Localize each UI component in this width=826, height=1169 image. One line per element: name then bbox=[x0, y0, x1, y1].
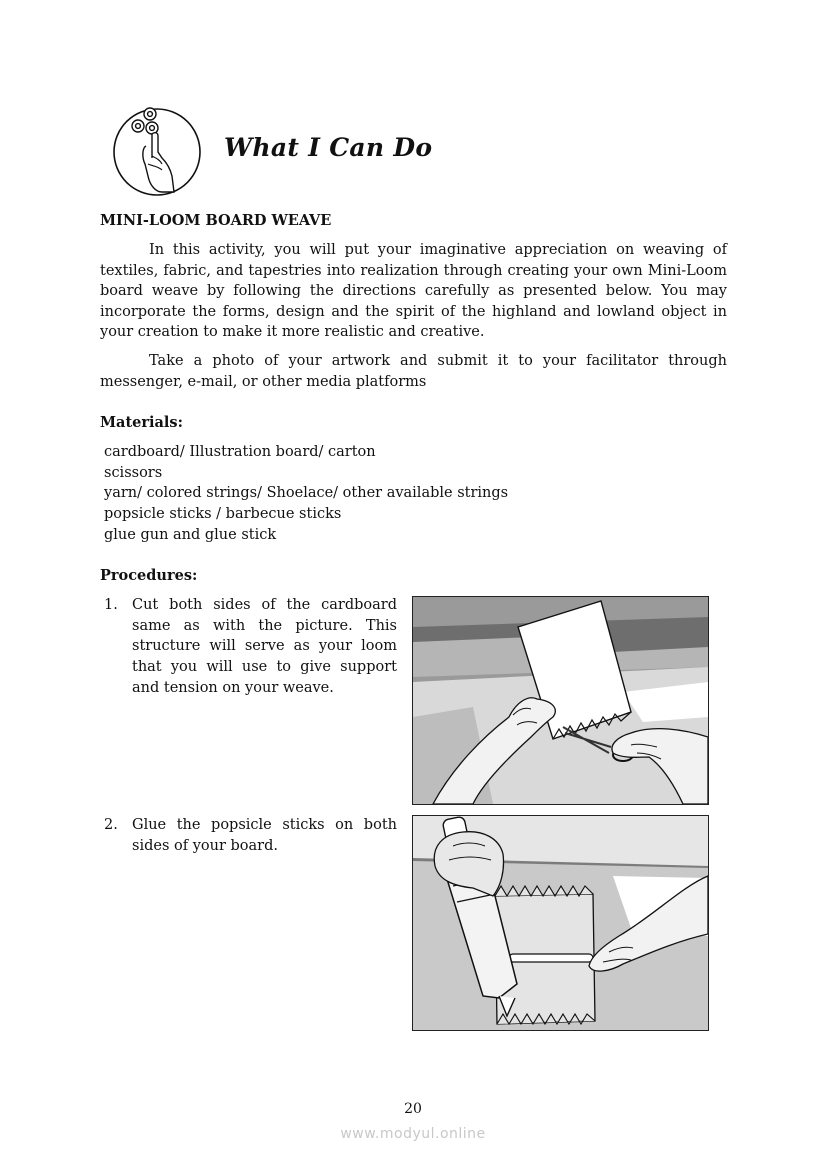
glue-gun-on-board-illustration bbox=[412, 815, 709, 1031]
list-item: scissors bbox=[104, 464, 163, 481]
list-item: popsicle sticks / barbecue sticks bbox=[104, 506, 342, 523]
step-number: 2. bbox=[104, 817, 118, 833]
procedures-heading: Procedures: bbox=[100, 567, 198, 584]
activity-paragraph: Take a photo of your artwork and submit it to your facilitator through messenger, e-mail, or other media platforms bbox=[100, 353, 727, 390]
list-item: glue gun and glue stick bbox=[104, 526, 277, 543]
page-title: What I Can Do bbox=[224, 133, 433, 162]
activity-paragraph: In this activity, you will put your imaginative appreciation on weaving of textiles, fabric, and tapestries into realization through creating your own Mini-Loom board weave by following the directions carefully as presented below. You may incorporate the forms, design and the spirit of the highland and lowland object in your creation to make it more realistic and creative. bbox=[100, 242, 727, 341]
step-text: Cut both sides of the cardboard same as with the picture. This structure will serve as your loom that you will use to give support and tension on your weave. bbox=[132, 597, 397, 696]
step-number: 1. bbox=[104, 597, 118, 613]
procedure-step-1 bbox=[104, 595, 397, 699]
hand-gears-icon bbox=[112, 106, 202, 198]
page-number: 20 bbox=[404, 1101, 422, 1117]
activity-heading: MINI-LOOM BOARD WEAVE bbox=[100, 212, 332, 229]
list-item: yarn/ colored strings/ Shoelace/ other available strings bbox=[104, 485, 509, 502]
hands-cutting-cardboard-illustration bbox=[412, 596, 709, 805]
watermark: www.modyul.online bbox=[340, 1126, 486, 1142]
step-text: Glue the popsicle sticks on both sides of your board. bbox=[132, 817, 397, 854]
procedure-step-2 bbox=[104, 815, 397, 856]
materials-list bbox=[104, 442, 508, 546]
list-item: cardboard/ Illustration board/ carton bbox=[104, 444, 376, 460]
materials-heading: Materials: bbox=[100, 414, 183, 431]
